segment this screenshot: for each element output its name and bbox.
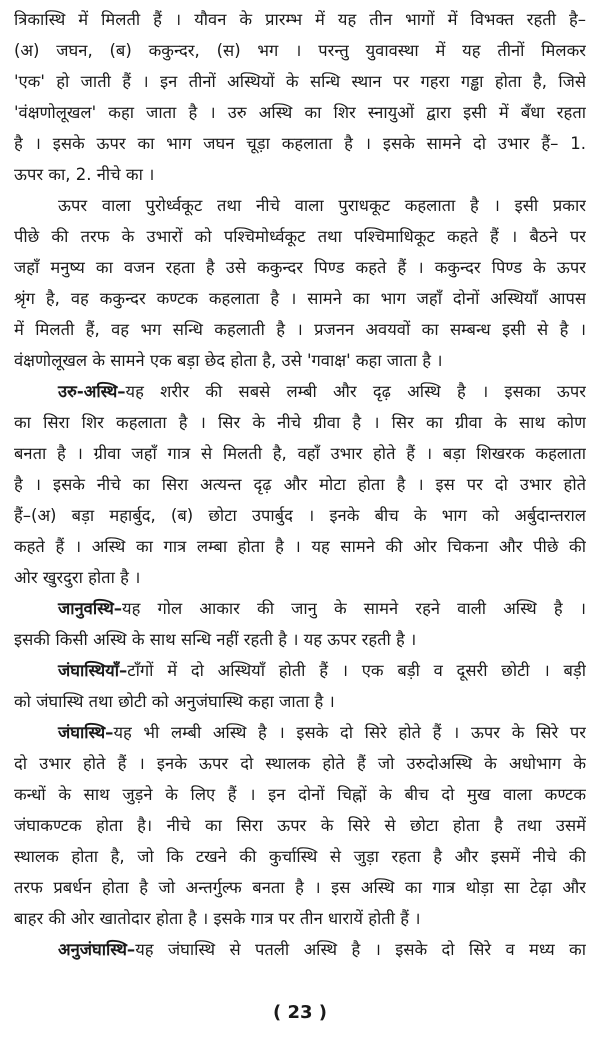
page-number: ( 23 ) [272,1002,328,1023]
body-text [14,4,586,965]
paragraph-first-line: ऊपर वाला पुरोर्ध्वकूट तथा नीचे वाला पुराधकूट कहलाता है । इसी प्रकार [58,196,586,215]
text-line: (अ) जघन, (ब) ककुन्दर, (स) भग । परन्तु युवावस्था में यह तीनों मिलकर [14,41,586,60]
text-line: 'वंक्षणोलूखल' कहा जाता है । उरु अस्थि का शिर स्नायुओं द्वारा इसी में बँधा रहता [14,103,586,122]
paragraph-first-line: अनुजंघास्थि–यह जंघास्थि से पतली अस्थि है । इसके दो सिरे व मध्य का [58,940,586,959]
text-line: जहाँ मनुष्य का वजन रहता है उसे ककुन्दर पिण्ड कहते हैं । ककुन्दर पिण्ड के ऊपर [14,258,586,277]
paragraph-first-line: उरु-अस्थि–यह शरीर की सबसे लम्बी और दृढ़ अस्थि है । इसका ऊपर [58,382,586,401]
text-line: श्रृंग है, वह ककुन्दर कण्टक कहलाता है । सामने का भाग जहाँ दोनों अस्थियाँ आपस [14,289,586,308]
text-line: ऊपर का, 2. नीचे का । [14,165,155,184]
text-line: बनता है । ग्रीवा जहाँ गात्र से मिलती है, वहाँ उभार होते हैं । बड़ा शिखरक कहलाता [14,444,586,463]
paragraph-first-line: जानुवस्थि–यह गोल आकार की जानु के सामने रहने वाली अस्थि है । [58,599,586,618]
text-line: पीछे की तरफ के उभारों को पश्चिमोर्ध्वकूट तथा पश्चिमाधिकूट कहते हैं । बैठने पर [14,227,586,246]
text-line: स्थालक होता है, जो कि टखने की कुर्चास्थि से जुड़ा रहता है और इसमें नीचे की [14,847,586,866]
text-line: वंक्षणोलूखल के सामने एक बड़ा छेद होता है, उसे 'गवाक्ष' कहा जाता है । [14,351,443,370]
text-line: 'एक' हो जाती हैं । इन तीनों अस्थियों के सन्धि स्थान पर गहरा गड्ढा होता है, जिसे [14,72,586,91]
text-line: को जंघास्थि तथा छोटी को अनुजंघास्थि कहा जाता है । [14,692,335,711]
text-line: जंघाकण्टक होता है। नीचे का सिरा ऊपर के सिरे से छोटा होता है तथा उसमें [14,816,586,835]
text-line: ओर खुरदुरा होता है । [14,568,141,587]
text-line: बाहर की ओर खातोदार होता है । इसके गात्र पर तीन धारायें होती हैं । [14,909,421,928]
text-line: कन्धों के साथ जुड़ने के लिए हैं । इन दोनों चिह्नों के बीच दो मुख वाला कण्टक [14,785,586,804]
text-line: हैं–(अ) बड़ा महार्बुद, (ब) छोटा उपार्बुद । इनके बीच के भाग को अर्बुदान्तराल [14,506,586,525]
text-line: में मिलती हैं, वह भग सन्धि कहलाती है । प्रजनन अवयवों का सम्बन्ध इसी से है । [14,320,586,339]
text-line: का सिरा शिर कहलाता है । सिर के नीचे ग्रीवा है । सिर का ग्रीवा के साथ कोण [14,413,586,432]
text-line: तरफ प्रबर्धन होता है जो अन्तर्गुल्फ बनता है । इस अस्थि का गात्र थोड़ा सा टेढ़ा और [14,878,586,897]
text-line: कहते हैं । अस्थि का गात्र लम्बा होता है । यह सामने की ओर चिकना और पीछे की [14,537,586,556]
text-line: दो उभार होते हैं । इनके ऊपर दो स्थालक होते हैं जो उरुदोअस्थि के अधोभाग के [14,754,586,773]
text-line: है । इसके नीचे का सिरा अत्यन्त दृढ़ और मोटा होता है । इस पर दो उभार होते [14,475,586,494]
text-line: त्रिकास्थि में मिलती हैं । यौवन के प्रारम्भ में यह तीन भागों में विभक्त रहती है– [14,10,586,29]
paragraph-first-line: जंघास्थि–यह भी लम्बी अस्थि है । इसके दो सिरे होते हैं । ऊपर के सिरे पर [58,723,586,742]
paragraph-first-line: जंघास्थियाँ–टाँगों में दो अस्थियाँ होती हैं । एक बड़ी व दूसरी छोटी । बड़ी [58,661,586,680]
text-line: इसकी किसी अस्थि के साथ सन्धि नहीं रहती है । यह ऊपर रहती है । [14,630,417,649]
text-line: है । इसके ऊपर का भाग जघन चूड़ा कहलाता है । इसके सामने दो उभार हैं– 1. [14,134,586,153]
